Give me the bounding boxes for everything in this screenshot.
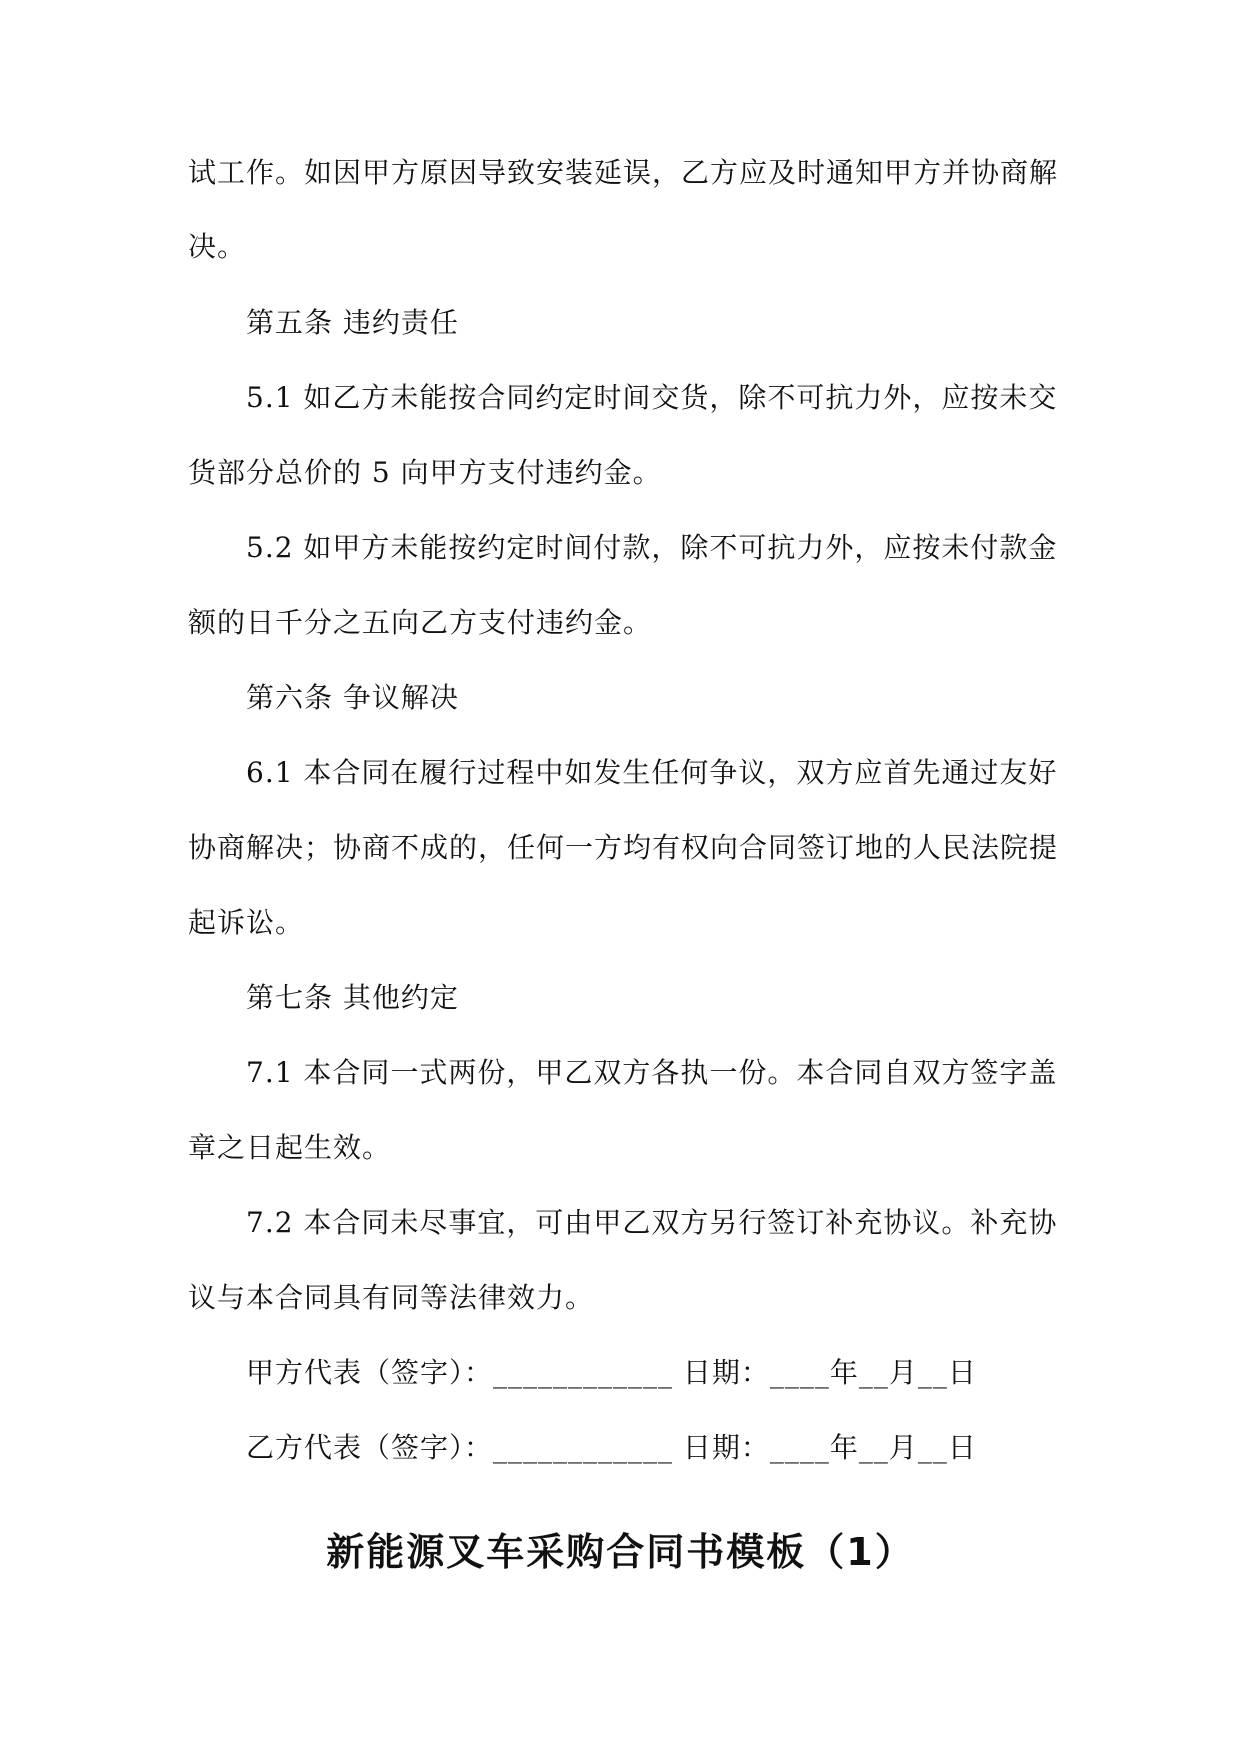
section-heading-5: 第五条 违约责任 (246, 306, 459, 339)
paragraph-line: 试工作。如因甲方原因导致安装延误，乙方应及时通知甲方并协商解 (188, 156, 1059, 189)
party-a-signature-line: 甲方代表（签字）：____________ 日期：____年__月__日 (246, 1356, 977, 1389)
next-document-title: 新能源叉车采购合同书模板（1） (326, 1530, 915, 1574)
paragraph-line: 协商解决；协商不成的，任何一方均有权向合同签订地的人民法院提 (188, 831, 1059, 864)
paragraph-line: 决。 (188, 230, 247, 263)
clause-7-1: 7.1 本合同一式两份，甲乙双方各执一份。本合同自双方签字盖 (246, 1056, 1058, 1089)
paragraph-line: 章之日起生效。 (188, 1131, 392, 1164)
paragraph-line: 议与本合同具有同等法律效力。 (188, 1281, 595, 1314)
clause-5-1: 5.1 如乙方未能按合同约定时间交货，除不可抗力外，应按未交 (246, 381, 1058, 414)
clause-5-2: 5.2 如甲方未能按约定时间付款，除不可抗力外，应按未付款金 (246, 531, 1058, 564)
paragraph-line: 货部分总价的 5 向甲方支付违约金。 (188, 456, 662, 489)
party-b-signature-line: 乙方代表（签字）：____________ 日期：____年__月__日 (246, 1431, 977, 1464)
paragraph-line: 额的日千分之五向乙方支付违约金。 (188, 606, 653, 639)
clause-6-1: 6.1 本合同在履行过程中如发生任何争议，双方应首先通过友好 (246, 756, 1058, 789)
section-heading-6: 第六条 争议解决 (246, 681, 459, 714)
paragraph-line: 起诉讼。 (188, 906, 305, 939)
section-heading-7: 第七条 其他约定 (246, 981, 459, 1014)
clause-7-2: 7.2 本合同未尽事宜，可由甲乙双方另行签订补充协议。补充协 (246, 1206, 1058, 1239)
